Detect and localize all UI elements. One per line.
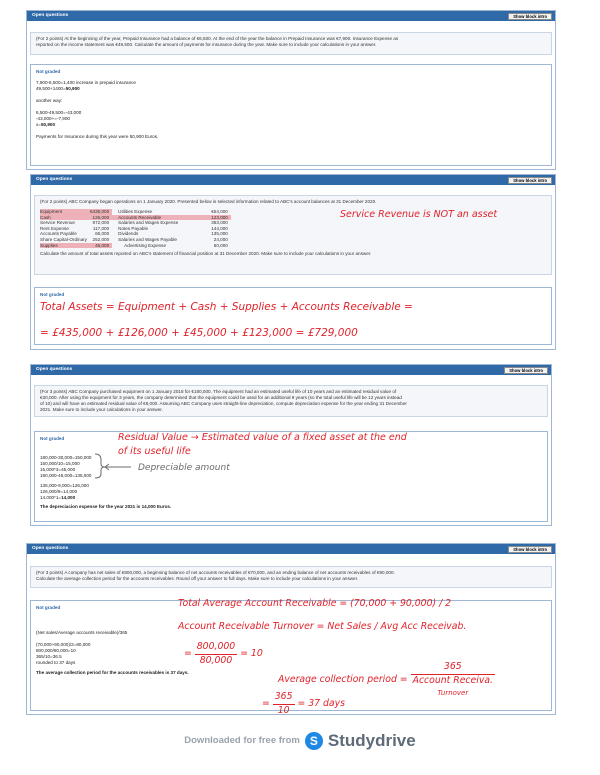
block-title: Open questions	[32, 545, 69, 551]
show-block-intro-button[interactable]: Show block intro	[508, 177, 552, 184]
answer-line: 6,500-49,500=-43,000	[36, 110, 82, 115]
block-title: Open questions	[32, 12, 69, 18]
handwritten-answer: Average collection period = 365 Account Receiva. Turnover	[278, 661, 495, 700]
answer-line: Payments for Insurance during this year were 50,900 Euros.	[36, 134, 159, 139]
table-cell: 60,000	[213, 242, 228, 248]
question-line: (For 2 points) ABC Company began operations on 1 January 2020. Presented below is selected information related to ABC's account balances at 31 December 2020.	[40, 199, 377, 204]
answer-box	[30, 64, 552, 166]
table-cell: Rent Expense	[40, 225, 69, 231]
question-line: (For 3 points) ABC Company purchased equipment on 1 January 2018 for €180,000. The equipment had an estimated useful life of 10 years and an estimated residual value of	[40, 389, 397, 394]
question-line: Calculate the average collection period for the accounts receivables. Round off your answer to full days. Make sure to include your calculations in your answer.	[36, 576, 359, 581]
table-cell: 123,000	[181, 215, 231, 221]
answer-line: rounded to 37 days	[36, 660, 76, 665]
block-header	[31, 175, 555, 185]
handwritten-answer: Total Average Account Receivable = (70,000 + 90,000) / 2	[178, 598, 452, 609]
table-cell: Supplies	[40, 243, 90, 249]
not-graded-label: Not graded	[36, 605, 61, 610]
question-line: Calculate the amount of total assets reported on ABC's statement of financial position at 31 December 2020. Make sure to include your calculations in your answer.	[40, 251, 372, 257]
question-text	[30, 32, 552, 55]
table-cell: €54,000	[211, 209, 228, 214]
handwritten-answer: Total Assets = Equipment + Cash + Supplies + Accounts Receivable =	[40, 301, 413, 313]
not-graded-label: Not graded	[40, 292, 65, 297]
answer-line: 126,000/9=14,000	[40, 489, 78, 494]
show-block-intro-button[interactable]: Show block intro	[508, 13, 552, 20]
answer-line: x=50,900	[36, 122, 56, 127]
answer-line: 7,900-6,500=1,400 increase in prepaid insurance	[36, 80, 136, 85]
table-cell: 45,000	[90, 243, 112, 249]
table-cell: 24,000	[213, 236, 228, 242]
table-cell: Accounts Receivable	[112, 215, 181, 221]
show-block-intro-button[interactable]: Show block intro	[508, 546, 552, 553]
question-line: (For 3 points) A company has net sales of €800,000, a beginning balance of net accounts receivables of €70,000, and an ending balance of net accounts receivables of €90,000.	[36, 570, 395, 575]
block-title: Open questions	[36, 366, 73, 372]
answer-line: 49,500+1400=50,900	[36, 86, 80, 91]
question-text	[30, 566, 552, 588]
account-table	[40, 209, 231, 248]
table-cell: 972,000	[92, 220, 110, 226]
table-cell: 126,000	[90, 215, 112, 221]
handwritten-answer: = $\frac{800,000}{80,000}$ = 10	[184, 641, 263, 666]
question-line: (For 2 points) At the beginning of the year, Prepaid Insurance had a balance of €6,500. At the end of the year the balance in Prepaid Insurance was €7,900. Insurance Expense as	[36, 36, 399, 41]
table-cell: 135,000	[211, 231, 228, 237]
studydrive-logo-icon: S	[305, 732, 323, 750]
table-cell: Dividends	[118, 231, 139, 237]
handwritten-answer: = £435,000 + £126,000 + £45,000 + £123,000 = £729,000	[40, 327, 358, 339]
fraction: $\frac{365}{10}$	[274, 691, 293, 716]
answer-line: 180,000-30,000=150,000	[40, 455, 92, 460]
table-cell: 252,000	[92, 236, 110, 242]
downloaded-text: Downloaded for free from	[184, 735, 300, 747]
block-header	[31, 365, 551, 375]
answer-line: another way:	[36, 98, 63, 103]
table-cell: 363,000	[211, 220, 228, 226]
handwritten-answer: Account Receivable Turnover = Net Sales / Avg Acc Receivab.	[178, 621, 467, 632]
handwritten-note: Residual Value → Estimated value of a fixed asset at the end	[118, 432, 407, 443]
not-graded-label: Not graded	[36, 69, 61, 74]
studydrive-brand: Studydrive	[327, 731, 416, 750]
answer-line: 15,000*3=45,000	[40, 467, 76, 472]
block-header	[27, 544, 555, 554]
footer	[0, 730, 600, 753]
table-cell: 66,000	[95, 231, 110, 237]
answer-line: The average collection period for the accounts receivables is 37 days.	[36, 670, 189, 675]
block-title: Open questions	[36, 176, 73, 182]
table-row	[40, 243, 231, 249]
table-cell: €435,000	[90, 209, 112, 215]
block-header	[27, 11, 555, 21]
question-line: €30,000. After using the equipment for 3 years, the company determined that the equipment could be used for an additional 9 years (so the total useful life will be 12 years instead	[40, 395, 402, 400]
not-graded-label: Not graded	[40, 436, 65, 441]
table-cell: Utilities Expense	[118, 209, 153, 214]
answer-line: -43,000+=-7,900	[36, 116, 70, 121]
table-cell: Salaries and Wages Payable	[118, 236, 177, 242]
question-text	[34, 195, 552, 275]
table-cell: Salaries and Wages Expense	[118, 220, 179, 226]
handwritten-answer: = $\frac{365}{10}$ = 37 days	[262, 691, 345, 716]
table-cell: Equipment	[40, 209, 90, 215]
answer-line: 135,000-9,000=126,000	[40, 483, 89, 488]
show-block-intro-button[interactable]: Show block intro	[504, 367, 548, 374]
table-cell: Service Revenue	[40, 220, 75, 226]
fraction: $\frac{800,000}{80,000}$	[196, 641, 236, 666]
answer-line: (70,000+90,000)/2=80,000	[36, 642, 91, 647]
fraction: 365 Account Receiva. Turnover	[412, 661, 493, 698]
table-cell: Accounts Payable	[40, 231, 77, 237]
answer-line: The depreciacion expense for the year 2021 is 14,000 Euros.	[40, 504, 172, 509]
answer-line: 800,000/80,000=10	[36, 648, 76, 653]
question-text	[34, 385, 548, 417]
table-cell: 117,000	[92, 225, 110, 231]
table-cell: Advertising Expense	[124, 242, 167, 248]
bracket-arrow-icon	[93, 452, 135, 480]
question-line: 2021. Make sure to include your calculations in your answer.	[40, 407, 163, 412]
table-cell: Cash	[40, 215, 90, 221]
handwritten-note: Depreciable amount	[138, 463, 230, 473]
answer-line: (Net sales/Average accounts receivable)/365	[36, 630, 128, 635]
answer-line: 14,000*1=14,000	[40, 495, 76, 500]
table-cell: 144,000	[211, 225, 228, 231]
handwritten-note: Service Revenue is NOT an asset	[340, 209, 498, 220]
handwritten-note: of its useful life	[118, 446, 191, 457]
table-cell: Share Capital-Ordinary	[40, 236, 87, 242]
answer-line: 180,000-45,000=135,000	[40, 473, 92, 478]
table-cell: Notes Payable	[118, 225, 149, 231]
answer-line: 150,000/10=15,000	[40, 461, 80, 466]
question-line: reported on the income statement was €49,500. Calculate the amount of payments for insurance during the year. Make sure to include your calculations in your answer.	[36, 42, 377, 47]
question-line: of 10) and will have an estimated residual value of €9,000. Assuming ABC Company uses straight-line depreciation, compute depreciation expense for the year ending 31 December	[40, 401, 407, 406]
answer-line: 365/10=36.5	[36, 654, 62, 659]
